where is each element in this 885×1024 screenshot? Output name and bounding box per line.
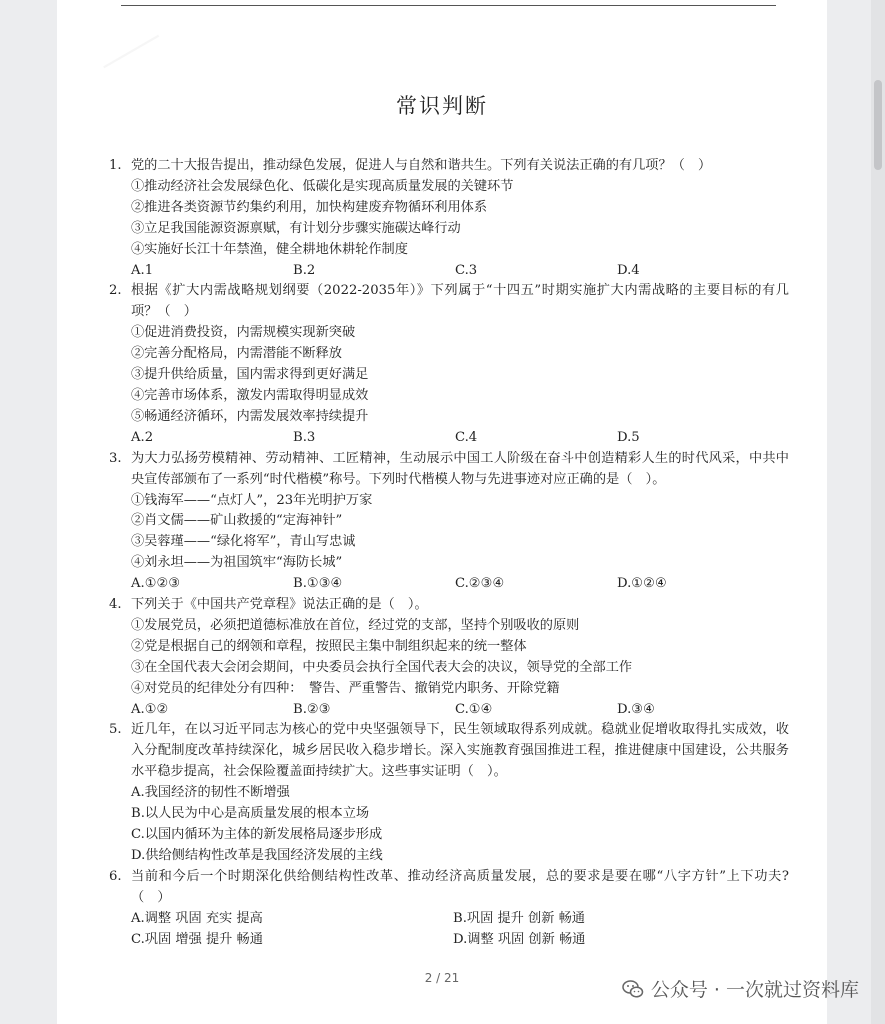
question-number: 1. [109,158,122,173]
question-3 [109,449,789,595]
statement-item: ②党是根据自己的纲领和章程，按照民主集中制组织起来的统一整体 [131,638,527,654]
option-d: D.供给侧结构性改革是我国经济发展的主线 [131,847,383,863]
question-2 [109,281,789,448]
option-c: C.②③④ [455,576,505,592]
page-top-rule [121,5,776,6]
question-list [109,156,789,950]
question-5 [109,720,789,866]
question-stem: 党的二十大报告提出，推动绿色发展，促进人与自然和谐共生。下列有关说法正确的有几项？（ ） [131,158,712,173]
option-c: C.3 [455,262,478,278]
statement-item: ①促进消费投资，内需规模实现新突破 [131,325,356,341]
option-b: B.以人民为中心是高质量发展的根本立场 [131,806,370,822]
statement-item: ⑤畅通经济循环，内需发展效率持续提升 [131,408,369,424]
statement-item: ②完善分配格局，内需潜能不断释放 [131,346,342,362]
statement-item: ④实施好长江十年禁渔，健全耕地休耕轮作制度 [131,241,408,257]
statement-item: ③吴蓉瑾——“绿化将军”，青山写忠诚 [131,534,356,550]
question-4 [109,595,789,720]
option-a: A.我国经济的韧性不断增强 [131,785,290,801]
statement-item: ③提升供给质量，国内需求得到更好满足 [131,367,369,383]
question-1 [109,156,789,281]
statement-item: ③在全国代表大会闭会期间，中央委员会执行全国代表大会的决议，领导党的全部工作 [131,659,633,675]
statement-item: ④对党员的纪律处分有四种： 警告、严重警告、撤销党内职务、开除党籍 [131,680,560,696]
statement-item: ④完善市场体系，激发内需取得明显成效 [131,387,369,403]
question-6 [109,867,789,951]
section-title: 常识判断 [396,94,488,118]
statement-item: ②肖文儒——矿山救援的“定海神针” [131,513,343,529]
option-c: C.①④ [455,701,493,717]
option-b: B.①③④ [293,576,343,592]
wechat-icon [621,977,645,1001]
statement-item: ①钱海军——“点灯人”，23年光明护万家 [131,492,373,508]
option-a: A.调整 巩固 充实 提高 [131,910,263,926]
option-b: B.巩固 提升 创新 畅通 [453,910,585,926]
option-a: A.①② [131,701,169,717]
option-d: D.5 [617,429,640,445]
option-c: C.以国内循环为主体的新发展格局逐步形成 [131,827,383,842]
document-page [57,0,827,1024]
question-number: 3. [109,450,122,466]
question-stem: 当前和今后一个时期深化供给侧结构性改革、推动经济高质量发展，总的要求是要在哪“八字方针”上下功夫?（ ） [131,868,789,905]
statement-item: ④刘永坦——为祖国筑牢“海防长城” [131,555,343,571]
option-d: D.③④ [617,701,655,717]
question-stem: 为大力弘扬劳模精神、劳动精神、工匠精神，生动展示中国工人阶级在奋斗中创造精彩人生的时代风采，中共中央宣传部颁布了一系列“时代楷模”称号。下列时代楷模人物与先进事迹对应正确的是（ ）。 [131,450,789,487]
option-a: A.1 [131,262,154,278]
question-stem: 下列关于《中国共产党章程》说法正确的是（ ）。 [131,597,428,613]
watermark [621,975,859,1002]
option-d: D.4 [617,262,640,278]
option-a: A.①②③ [131,576,181,592]
statement-item: ①发展党员，必须把道德标准放在首位，经过党的支部，坚持个别吸收的原则 [131,617,580,633]
question-number: 6. [109,868,122,884]
question-stem: 近几年，在以习近平同志为核心的党中央坚强领导下，民生领域取得系列成就。稳就业促增收取得扎实成效，收入分配制度改革持续深化，城乡居民收入稳步增长。深入实施教育强国推进工程，推进健康中国建设，公共服务水平稳步提高，社会保险覆盖面持续扩大。这些事实证明（ ）。 [131,722,789,780]
option-d: D.调整 巩固 创新 畅通 [453,931,586,947]
question-stem: 根据《扩大内需战略规划纲要（2022-2035年）》下列属于“十四五”时期实施扩大内需战略的主要目标的有几项？（ ） [131,283,789,320]
statement-item: ①推动经济社会发展绿色化、低碳化是实现高质量发展的关键环节 [131,178,514,194]
statement-item: ②推进各类资源节约集约利用，加快构建废弃物循环利用体系 [131,199,488,215]
question-number: 5. [109,722,122,738]
statement-item: ③立足我国能源资源禀赋，有计划分步骤实施碳达峰行动 [131,220,461,236]
option-c: C.巩固 增强 提升 畅通 [131,931,263,947]
watermark-text: 公众号 · 一次就过资料库 [650,979,859,1001]
option-b: B.3 [293,429,316,445]
option-c: C.4 [455,429,478,445]
option-d: D.①②④ [617,576,667,592]
scrollbar[interactable] [871,0,885,1024]
option-b: B.②③ [293,701,331,717]
question-number: 4. [109,597,122,613]
option-a: A.2 [131,429,154,445]
scrollbar-thumb[interactable] [874,80,882,170]
option-b: B.2 [293,262,316,278]
question-number: 2. [109,283,122,299]
page-number: 2 / 21 [424,971,460,985]
